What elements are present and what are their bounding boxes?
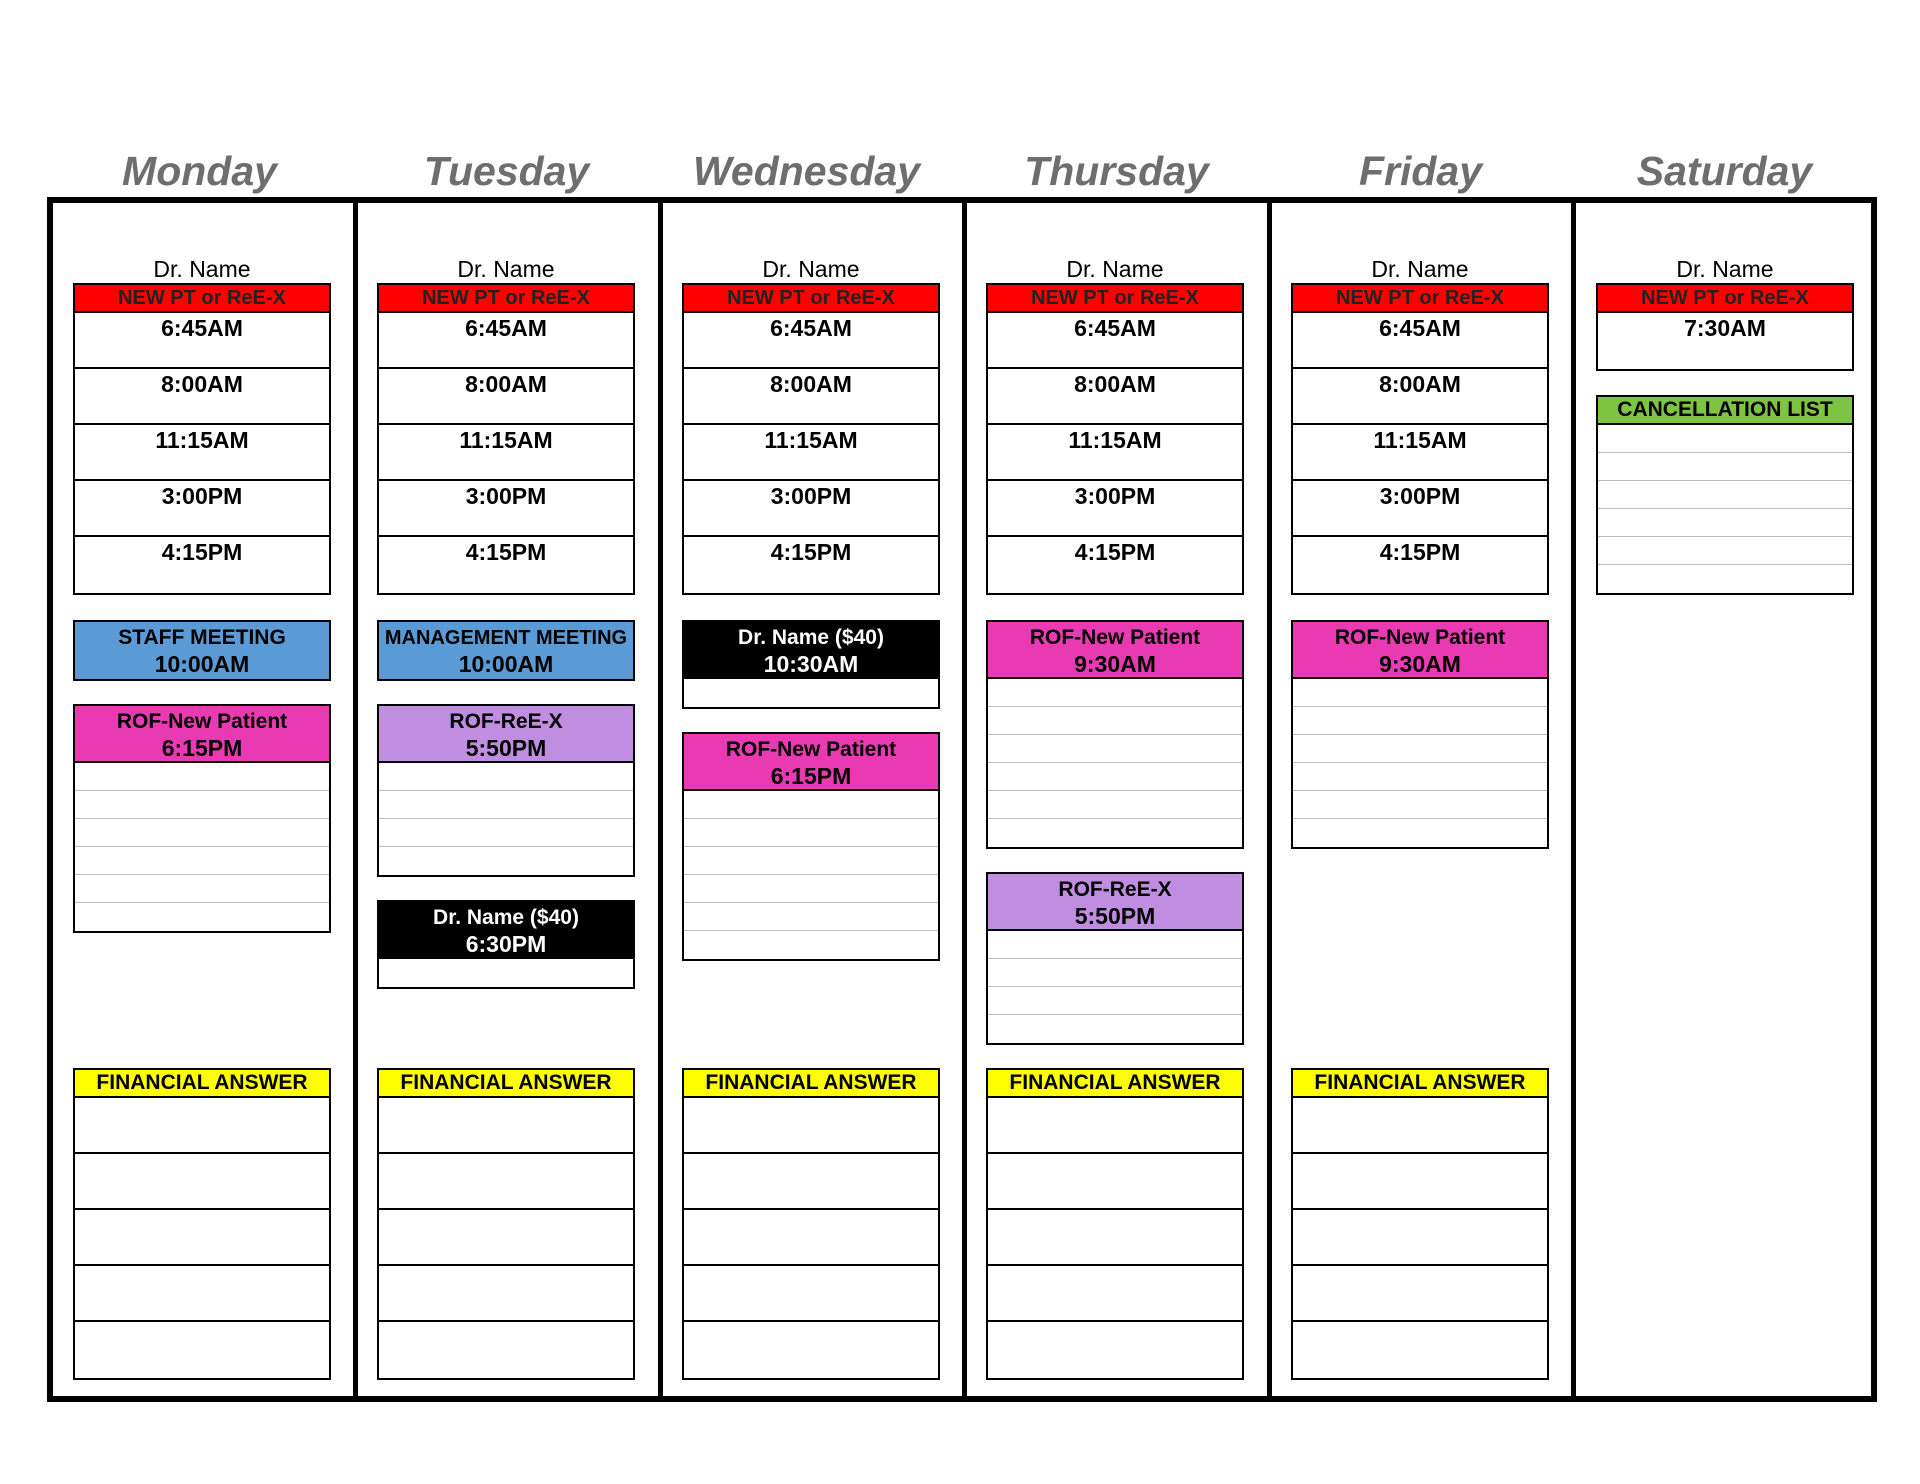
event-title: Dr. Name ($40) (433, 906, 579, 929)
time-slot[interactable]: 6:45AM (379, 313, 633, 369)
entry-line[interactable] (379, 847, 633, 875)
new-pt-block-wednesday (682, 283, 940, 595)
entry-line[interactable] (1293, 707, 1547, 735)
time-slot[interactable]: 8:00AM (684, 369, 938, 425)
rof-header (988, 622, 1242, 679)
event-time: 9:30AM (1074, 651, 1156, 677)
entry-line[interactable] (988, 819, 1242, 847)
entry-row[interactable] (684, 1322, 938, 1378)
rof-header (684, 734, 938, 791)
rof-new-patient-block-wednesday (682, 732, 940, 961)
column-divider (658, 197, 663, 1402)
rof-new-patient-block-friday (1291, 620, 1549, 849)
time-slot[interactable]: 6:45AM (988, 313, 1242, 369)
entry-row[interactable] (379, 1210, 633, 1266)
time-slot[interactable]: 8:00AM (1293, 369, 1547, 425)
entry-row[interactable] (684, 1154, 938, 1210)
staff-meeting-header (75, 622, 329, 679)
financial-answer-block-friday (1291, 1068, 1549, 1380)
new-pt-block-tuesday (377, 283, 635, 595)
event-time: 5:50PM (465, 735, 547, 761)
event-title: ROF-New Patient (1029, 626, 1201, 649)
entry-line[interactable] (988, 735, 1242, 763)
event-title: Dr. Name ($40) (738, 626, 884, 649)
financial-answer-block-monday (73, 1068, 331, 1380)
entry-line[interactable] (379, 763, 633, 791)
rof-new-patient-block-thursday (986, 620, 1244, 849)
entry-row[interactable] (379, 1154, 633, 1210)
time-slot[interactable]: 11:15AM (75, 425, 329, 481)
event-time: 5:50PM (1074, 903, 1156, 929)
dr-name-thursday: Dr. Name (1066, 256, 1164, 282)
dr-name-friday: Dr. Name (1371, 256, 1469, 282)
entry-line[interactable] (75, 875, 329, 903)
column-divider (1571, 197, 1576, 1402)
entry-line[interactable] (75, 903, 329, 931)
entry-row[interactable] (75, 1266, 329, 1322)
financial-header: FINANCIAL ANSWER (988, 1070, 1242, 1098)
entry-line[interactable] (988, 931, 1242, 959)
new-pt-block-friday (1291, 283, 1549, 595)
day-header-thursday: Thursday (1024, 148, 1209, 194)
management-meeting-header (379, 622, 633, 679)
time-slot[interactable]: 7:30AM (1684, 315, 1766, 341)
entry-line[interactable] (684, 875, 938, 903)
entry-line[interactable] (75, 791, 329, 819)
event-title: MANAGEMENT MEETING (384, 627, 628, 649)
time-slot[interactable]: 3:00PM (75, 481, 329, 537)
entry-line[interactable] (1598, 565, 1852, 593)
entry-line[interactable] (1598, 537, 1852, 565)
day-header-saturday: Saturday (1636, 148, 1813, 194)
column-divider (353, 197, 358, 1402)
entry-row[interactable] (75, 1322, 329, 1378)
event-title: ROF-New Patient (1334, 626, 1506, 649)
new-pt-header: NEW PT or ReE-X (684, 285, 938, 313)
time-slot[interactable]: 11:15AM (988, 425, 1242, 481)
entry-line[interactable] (684, 819, 938, 847)
entry-line[interactable] (988, 959, 1242, 987)
entry-row[interactable] (988, 1154, 1242, 1210)
entry-row[interactable] (988, 1322, 1242, 1378)
entry-row[interactable] (75, 1210, 329, 1266)
entry-line[interactable] (379, 791, 633, 819)
dr-fee-header (684, 622, 938, 679)
time-slot[interactable]: 8:00AM (75, 369, 329, 425)
event-time: 10:00AM (458, 651, 554, 677)
entry-row[interactable] (379, 1266, 633, 1322)
column-divider (962, 197, 967, 1402)
event-time: 10:00AM (154, 651, 250, 677)
entry-line[interactable] (1293, 791, 1547, 819)
dr-name-saturday: Dr. Name (1676, 256, 1774, 282)
entry-line[interactable] (988, 791, 1242, 819)
entry-line[interactable] (1598, 481, 1852, 509)
financial-answer-block-tuesday (377, 1068, 635, 1380)
entry-line[interactable] (684, 931, 938, 959)
entry-line[interactable] (988, 707, 1242, 735)
time-slot[interactable]: 3:00PM (988, 481, 1242, 537)
event-time: 9:30AM (1379, 651, 1461, 677)
entry-line[interactable] (1598, 453, 1852, 481)
rof-reex-block-thursday (986, 872, 1244, 1045)
entry-row[interactable] (988, 1210, 1242, 1266)
entry-row[interactable] (1293, 1322, 1547, 1378)
rof-header (988, 874, 1242, 931)
entry-row[interactable] (75, 1154, 329, 1210)
time-slot[interactable]: 4:15PM (465, 539, 547, 565)
entry-line[interactable] (379, 819, 633, 847)
rof-reex-block-tuesday (377, 704, 635, 877)
event-title: ROF-New Patient (116, 710, 288, 733)
time-slot[interactable]: 8:00AM (988, 369, 1242, 425)
time-slot[interactable]: 3:00PM (1293, 481, 1547, 537)
entry-line[interactable] (75, 819, 329, 847)
entry-line[interactable] (1598, 425, 1852, 453)
entry-line[interactable] (988, 987, 1242, 1015)
event-title: ROF-ReE-X (1058, 878, 1172, 901)
entry-line[interactable] (1598, 509, 1852, 537)
new-pt-block-saturday (1596, 283, 1854, 371)
financial-header: FINANCIAL ANSWER (379, 1070, 633, 1098)
cancellation-list-block (1596, 395, 1854, 595)
time-slot[interactable]: 6:45AM (684, 313, 938, 369)
financial-answer-block-wednesday (682, 1068, 940, 1380)
new-pt-block-thursday (986, 283, 1244, 595)
entry-row[interactable] (684, 1210, 938, 1266)
new-pt-header: NEW PT or ReE-X (988, 285, 1242, 313)
entry-row[interactable] (684, 1266, 938, 1322)
entry-row[interactable] (988, 1098, 1242, 1154)
time-slot[interactable]: 6:45AM (1293, 313, 1547, 369)
entry-row[interactable] (988, 1266, 1242, 1322)
day-header-wednesday: Wednesday (692, 148, 921, 194)
event-time: 6:15PM (161, 735, 243, 761)
financial-header: FINANCIAL ANSWER (1293, 1070, 1547, 1098)
day-header-monday: Monday (122, 148, 277, 194)
entry-row[interactable] (1293, 1210, 1547, 1266)
entry-line[interactable] (75, 847, 329, 875)
entry-row[interactable] (379, 1098, 633, 1154)
entry-row[interactable] (379, 1322, 633, 1378)
time-slot[interactable]: 4:15PM (1379, 539, 1461, 565)
time-slot[interactable]: 8:00AM (379, 369, 633, 425)
rof-header (1293, 622, 1547, 679)
rof-new-patient-block-monday (73, 704, 331, 933)
entry-line[interactable] (988, 1015, 1242, 1043)
financial-answer-block-thursday (986, 1068, 1244, 1380)
financial-header: FINANCIAL ANSWER (75, 1070, 329, 1098)
event-time: 6:15PM (770, 763, 852, 789)
time-slot[interactable]: 4:15PM (770, 539, 852, 565)
event-time: 6:30PM (465, 931, 547, 957)
financial-header: FINANCIAL ANSWER (684, 1070, 938, 1098)
entry-line[interactable] (1293, 763, 1547, 791)
event-time: 10:30AM (763, 651, 859, 677)
new-pt-header: NEW PT or ReE-X (75, 285, 329, 313)
dr-name-tuesday: Dr. Name (457, 256, 555, 282)
dr-fee-header (379, 902, 633, 959)
entry-row[interactable] (1293, 1266, 1547, 1322)
time-slot[interactable]: 3:00PM (379, 481, 633, 537)
entry-line[interactable] (75, 763, 329, 791)
new-pt-header: NEW PT or ReE-X (1293, 285, 1547, 313)
new-pt-block-monday (73, 283, 331, 595)
time-slot[interactable]: 11:15AM (1293, 425, 1547, 481)
time-slot[interactable]: 11:15AM (684, 425, 938, 481)
entry-line[interactable] (684, 791, 938, 819)
dr-name-wednesday: Dr. Name (762, 256, 860, 282)
time-slot[interactable]: 4:15PM (1074, 539, 1156, 565)
new-pt-header: NEW PT or ReE-X (1598, 285, 1852, 313)
dr-name-fee-block-wednesday (682, 620, 940, 709)
entry-row[interactable] (1293, 1154, 1547, 1210)
entry-line[interactable] (1293, 735, 1547, 763)
staff-meeting-block (73, 620, 331, 681)
entry-line[interactable] (684, 847, 938, 875)
entry-line[interactable] (988, 763, 1242, 791)
time-slot[interactable]: 3:00PM (684, 481, 938, 537)
rof-header (379, 706, 633, 763)
entry-line[interactable] (684, 679, 938, 707)
entry-row[interactable] (75, 1098, 329, 1154)
entry-line[interactable] (379, 959, 633, 987)
event-title: ROF-New Patient (725, 738, 897, 761)
day-header-tuesday: Tuesday (423, 148, 590, 194)
entry-row[interactable] (1293, 1098, 1547, 1154)
new-pt-header: NEW PT or ReE-X (379, 285, 633, 313)
time-slot[interactable]: 4:15PM (161, 539, 243, 565)
column-divider (1267, 197, 1272, 1402)
dr-name-monday: Dr. Name (153, 256, 251, 282)
entry-line[interactable] (1293, 679, 1547, 707)
event-title: STAFF MEETING (118, 626, 286, 649)
time-slot[interactable]: 6:45AM (75, 313, 329, 369)
entry-row[interactable] (684, 1098, 938, 1154)
entry-line[interactable] (1293, 819, 1547, 847)
time-slot[interactable]: 11:15AM (379, 425, 633, 481)
cancellation-header: CANCELLATION LIST (1598, 397, 1852, 425)
rof-header (75, 706, 329, 763)
event-title: ROF-ReE-X (449, 710, 563, 733)
day-header-friday: Friday (1358, 148, 1483, 194)
dr-name-fee-block-tuesday (377, 900, 635, 989)
entry-line[interactable] (988, 679, 1242, 707)
entry-line[interactable] (684, 903, 938, 931)
management-meeting-block (377, 620, 635, 681)
